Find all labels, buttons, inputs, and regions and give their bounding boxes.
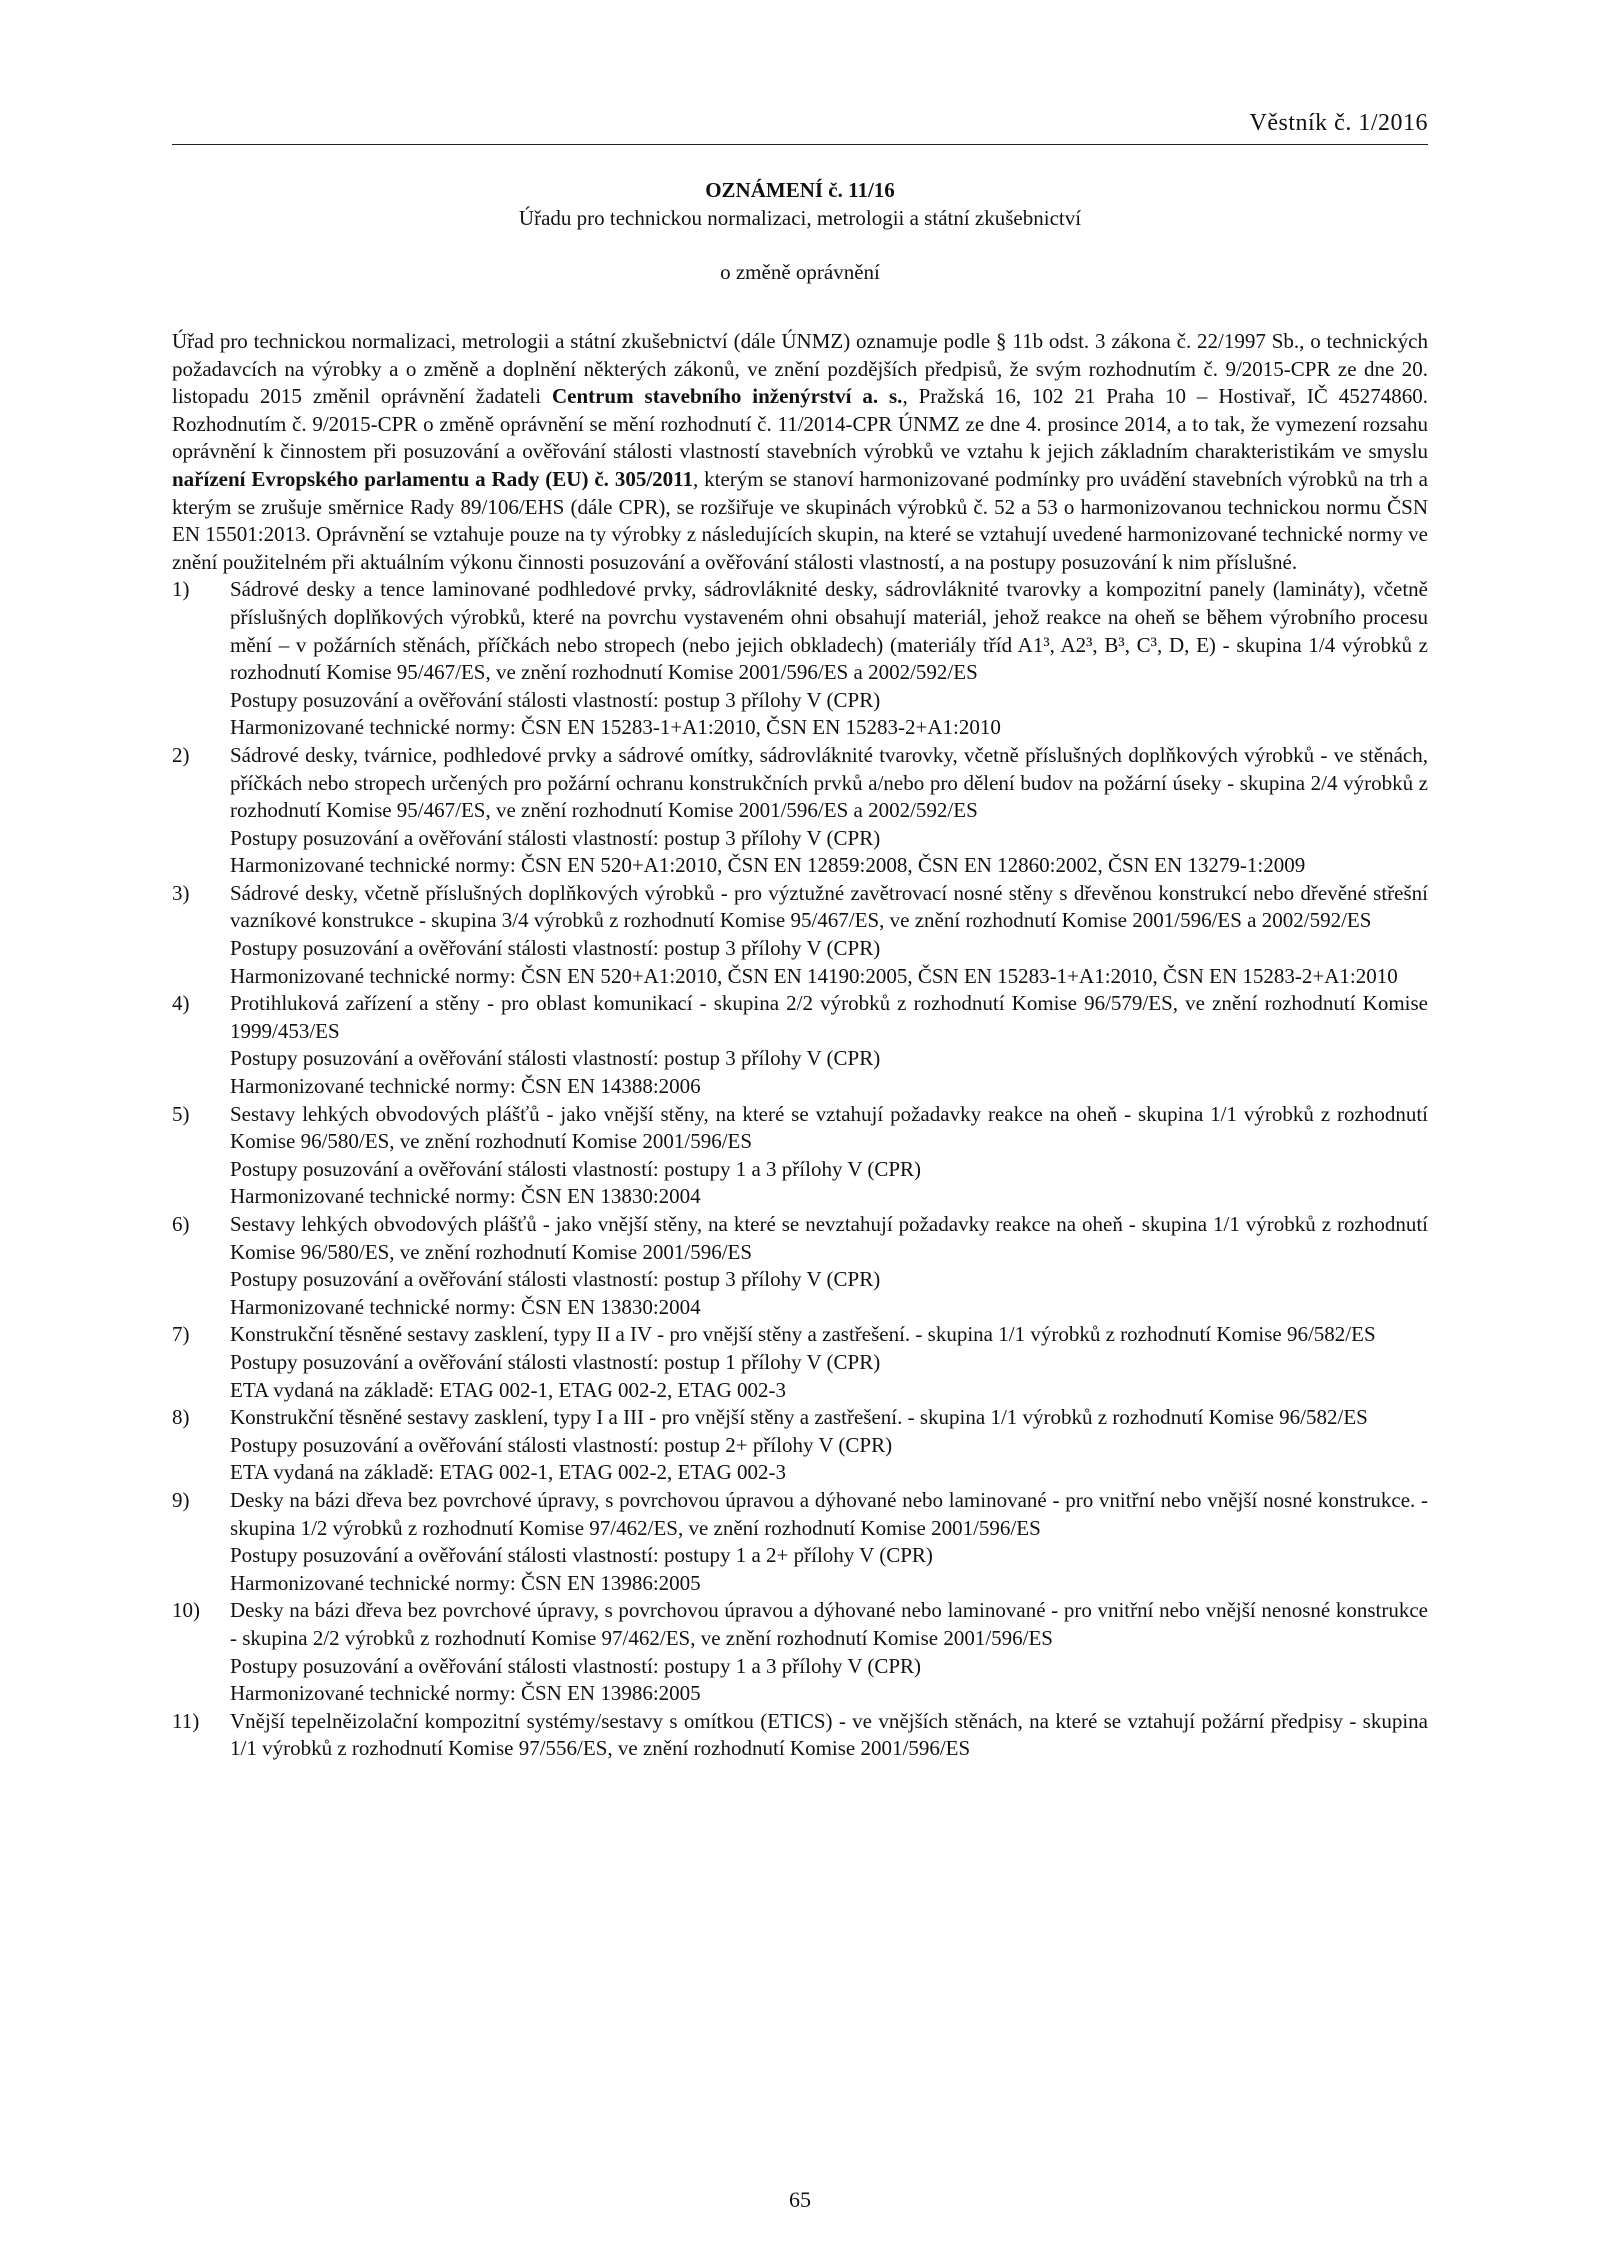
regulation-reference: nařízení Evropského parlamentu a Rady (EU) č. 305/2011 xyxy=(172,466,693,491)
title-block xyxy=(172,176,1428,286)
assessment-procedure: Postupy posuzování a ověřování stálosti vlastností: postup 1 přílohy V (CPR) xyxy=(230,1349,881,1374)
item-description: Desky na bázi dřeva bez povrchové úpravy, s povrchovou úpravou a dýhované nebo laminované - pro vnitřní nebo vnější nenosné konstrukce - skupina 2/2 výrobků z rozhodnutí Komise 97/462/ES, ve znění rozhodnutí Komise 2001/596/ES xyxy=(230,1598,1428,1650)
harmonized-standards: Harmonizované technické normy: ČSN EN 13986:2005 xyxy=(230,1681,701,1706)
list-item xyxy=(172,742,1428,880)
page-header xyxy=(172,110,1428,145)
item-description: Protihluková zařízení a stěny - pro oblast komunikací - skupina 2/2 výrobků z rozhodnutí Komise 96/579/ES, ve znění rozhodnutí Komise 1999/453/ES xyxy=(230,991,1428,1043)
item-description: Sádrové desky, včetně příslušných doplňkových výrobků - pro výztužné zavětrovací nosné stěny s dřevěnou konstrukcí nebo dřevěné střešní vazníkové konstrukce - skupina 3/4 výrobků z rozhodnutí Komise 95/467/ES, ve znění rozhodnutí Komise 2001/596/ES a 2002/592/ES xyxy=(230,880,1428,933)
item-number: 2) xyxy=(172,742,190,767)
assessment-procedure: Postupy posuzování a ověřování stálosti vlastností: postup 3 přílohy V (CPR) xyxy=(230,1046,881,1071)
item-number: 4) xyxy=(172,991,190,1016)
item-number: 3) xyxy=(172,880,190,905)
assessment-procedure: Postupy posuzování a ověřování stálosti vlastností: postupy 1 a 3 přílohy V (CPR) xyxy=(230,1156,922,1181)
list-item xyxy=(172,1487,1428,1597)
item-description: Sestavy lehkých obvodových plášťů - jako vnější stěny, na které se vztahují požadavky reakce na oheň - skupina 1/1 výrobků z rozhodnutí Komise 96/580/ES, ve znění rozhodnutí Komise 2001/596/ES xyxy=(230,1101,1428,1154)
item-number: 7) xyxy=(172,1322,190,1347)
list-item xyxy=(172,990,1428,1100)
list-item xyxy=(172,880,1428,990)
list-item xyxy=(172,1404,1428,1487)
journal-issue: Věstník č. 1/2016 xyxy=(1249,110,1428,136)
harmonized-standards: Harmonizované technické normy: ČSN EN 13830:2004 xyxy=(230,1294,701,1319)
item-number: 11) xyxy=(172,1708,200,1733)
list-item xyxy=(172,1101,1428,1211)
item-description: Desky na bázi dřeva bez povrchové úpravy, s povrchovou úpravou a dýhované nebo laminované - pro vnitřní nebo vnější nosné konstrukce. - skupina 1/2 výrobků z rozhodnutí Komise 97/462/ES, ve znění rozhodnutí Komise 2001/596/ES xyxy=(230,1487,1428,1540)
harmonized-standards: Harmonizované technické normy: ČSN EN 15283-1+A1:2010, ČSN EN 15283-2+A1:2010 xyxy=(230,715,1001,740)
item-description: Konstrukční těsněné sestavy zasklení, typy II a IV - pro vnější stěny a zastřešení. - skupina 1/1 výrobků z rozhodnutí Komise 96/582/ES xyxy=(230,1322,1376,1347)
item-number: 5) xyxy=(172,1101,190,1126)
announcement-title: OZNÁMENÍ č. 11/16 xyxy=(705,178,895,202)
harmonized-standards: Harmonizované technické normy: ČSN EN 14388:2006 xyxy=(230,1074,701,1099)
assessment-procedure: Postupy posuzování a ověřování stálosti vlastností: postup 3 přílohy V (CPR) xyxy=(230,936,881,961)
assessment-procedure: Postupy posuzování a ověřování stálosti vlastností: postupy 1 a 2+ přílohy V (CPR) xyxy=(230,1543,933,1568)
item-description: Sádrové desky a tence laminované podhledové prvky, sádrovláknité desky, sádrovláknité tvarovky a kompozitní panely (lamináty), včetně příslušných doplňkových výrobků, které na povrchu vystaveném ohni obsahují materiál, jehož reakce na oheň se během výrobního procesu mění – v požárních stěnách, příčkách nebo stropech (nebo jejich obkladech) (materiály tříd A1³, A2³, B³, C³, D, E) - skupina 1/4 výrobků z rozhodnutí Komise 95/467/ES, ve znění rozhodnutí Komise 2001/596/ES a 2002/592/ES xyxy=(230,577,1428,685)
harmonized-standards: Harmonizované technické normy: ČSN EN 520+A1:2010, ČSN EN 14190:2005, ČSN EN 15283-1+A1:2010, ČSN EN 15283-2+A1:2010 xyxy=(230,963,1398,988)
item-description: Vnější tepelněizolační kompozitní systémy/sestavy s omítkou (ETICS) - ve vnějších stěnách, na které se vztahují požární předpisy - skupina 1/1 výrobků z rozhodnutí Komise 97/556/ES, ve znění rozhodnutí Komise 2001/596/ES xyxy=(230,1708,1428,1761)
intro-paragraph xyxy=(172,328,1428,576)
product-group-list xyxy=(172,576,1428,1763)
item-description: Sestavy lehkých obvodových plášťů - jako vnější stěny, na které se nevztahují požadavky reakce na oheň - skupina 1/1 výrobků z rozhodnutí Komise 96/580/ES, ve znění rozhodnutí Komise 2001/596/ES xyxy=(230,1212,1428,1264)
announcement-subject: o změně oprávnění xyxy=(720,260,880,284)
item-description: Konstrukční těsněné sestavy zasklení, typy I a III - pro vnější stěny a zastřešení. - skupina 1/1 výrobků z rozhodnutí Komise 96/582/ES xyxy=(230,1405,1368,1430)
item-number: 9) xyxy=(172,1487,190,1512)
harmonized-standards: Harmonizované technické normy: ČSN EN 13830:2004 xyxy=(230,1184,701,1209)
assessment-procedure: Postupy posuzování a ověřování stálosti vlastností: postup 3 přílohy V (CPR) xyxy=(230,687,881,712)
list-item xyxy=(172,576,1428,742)
assessment-procedure: Postupy posuzování a ověřování stálosti vlastností: postup 3 přílohy V (CPR) xyxy=(230,1267,881,1292)
list-item xyxy=(172,1211,1428,1321)
item-number: 1) xyxy=(172,577,190,602)
harmonized-standards: ETA vydaná na základě: ETAG 002-1, ETAG 002-2, ETAG 002-3 xyxy=(230,1377,787,1402)
page-number: 65 xyxy=(789,2187,811,2212)
item-description: Sádrové desky, tvárnice, podhledové prvky a sádrové omítky, sádrovláknité tvarovky, včetně příslušných doplňkových výrobků - ve stěnách, příčkách nebo stropech určených pro požární ochranu konstrukčních prvků a/nebo pro dělení budov na požární úseky - skupina 2/4 výrobků z rozhodnutí Komise 95/467/ES, ve znění rozhodnutí Komise 2001/596/ES a 2002/592/ES xyxy=(230,742,1428,823)
document-body xyxy=(172,328,1428,1763)
harmonized-standards: Harmonizované technické normy: ČSN EN 520+A1:2010, ČSN EN 12859:2008, ČSN EN 12860:2002, ČSN EN 13279-1:2009 xyxy=(230,853,1306,878)
intro-text-2: , Pražská 16, 102 21 Praha 10 – Hostivař, IČ 45274860. Rozhodnutím č. 9/2015-CPR o změně oprávnění se mění rozhodnutí č. 11/2014-CPR ÚNMZ ze dne 4. prosince 2014, a to tak, že vymezení rozsahu oprávnění k činnostem při posuzování a ověřování stálosti vlastností stavebních výrobků ve vztahu k jejich základním charakteristikám ve smyslu xyxy=(172,384,1428,464)
item-number: 8) xyxy=(172,1405,190,1430)
harmonized-standards: ETA vydaná na základě: ETAG 002-1, ETAG 002-2, ETAG 002-3 xyxy=(230,1460,787,1485)
intro-text-1: Úřad pro technickou normalizaci, metrologii a státní zkušebnictví (dále ÚNMZ) oznamuje podle § 11b odst. 3 zákona č. 22/1997 Sb., o technických požadavcích na výrobky a o změně a doplnění některých zákonů, ve znění pozdějších předpisů, že svým rozhodnutím č. 9/2015-CPR ze dne 20. listopadu 2015 změnil oprávnění žadateli xyxy=(172,329,1428,409)
assessment-procedure: Postupy posuzování a ověřování stálosti vlastností: postupy 1 a 3 přílohy V (CPR) xyxy=(230,1653,922,1678)
intro-text-3: , kterým se stanoví harmonizované podmínky pro uvádění stavebních výrobků na trh a kterým se zrušuje směrnice Rady 89/106/EHS (dále CPR), se rozšiřuje ve skupinách výrobků č. 52 a 53 o harmonizovanou technickou normu ČSN EN 15501:2013. Oprávnění se vztahuje pouze na ty výrobky z následujících skupin, na které se vztahují uvedené harmonizované technické normy ve znění použitelném při aktuálním výkonu činnosti posuzování a ověřování stálosti vlastností, a na postupy posuzování k nim příslušné. xyxy=(172,466,1428,574)
list-item xyxy=(172,1597,1428,1707)
organization-name: Centrum stavebního inženýrství a. s. xyxy=(551,384,903,409)
item-number: 10) xyxy=(172,1598,200,1623)
announcement-subtitle: Úřadu pro technickou normalizaci, metrologii a státní zkušebnictví xyxy=(518,206,1082,230)
item-number: 6) xyxy=(172,1212,190,1236)
list-item xyxy=(172,1321,1428,1404)
assessment-procedure: Postupy posuzování a ověřování stálosti vlastností: postup 3 přílohy V (CPR) xyxy=(230,825,881,850)
list-item xyxy=(172,1708,1428,1763)
harmonized-standards: Harmonizované technické normy: ČSN EN 13986:2005 xyxy=(230,1570,701,1595)
assessment-procedure: Postupy posuzování a ověřování stálosti vlastností: postup 2+ přílohy V (CPR) xyxy=(230,1432,893,1457)
